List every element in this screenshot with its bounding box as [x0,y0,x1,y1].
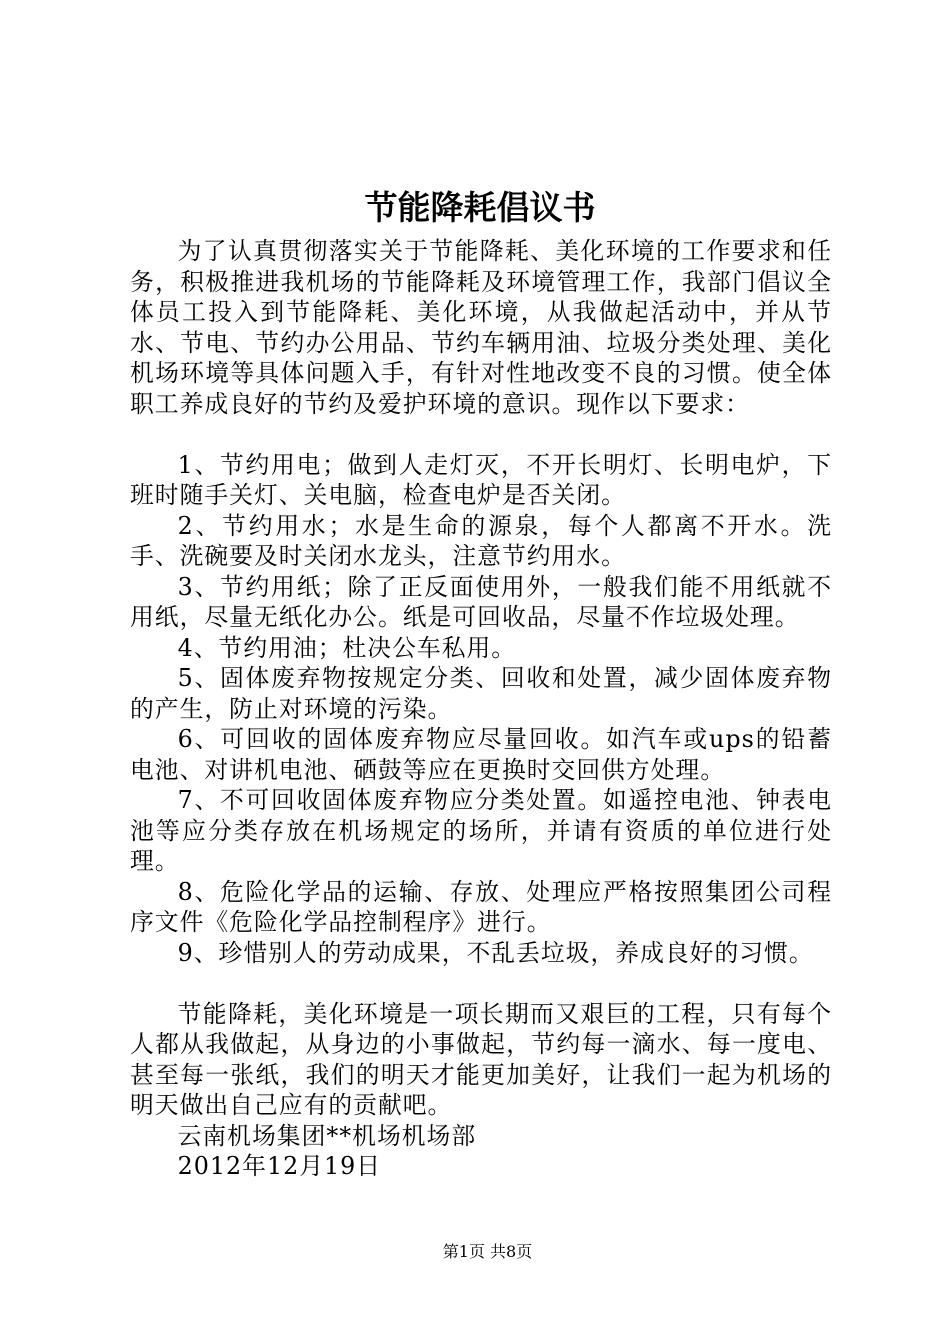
list-item: 6、可回收的固体废弃物应尽量回收。如汽车或ups的铅蓄电池、对讲机电池、硒鼓等应在更换时交回供方处理。 [130,725,832,784]
list-item: 8、危险化学品的运输、存放、处理应严格按照集团公司程序文件《危险化学品控制程序》进行。 [130,877,832,936]
list-item: 7、不可回收固体废弃物应分类处置。如遥控电池、钟表电池等应分类存放在机场规定的场所，并请有资质的单位进行处理。 [130,786,832,875]
paragraph-spacer [130,419,832,450]
closing-paragraph: 节能降耗，美化环境是一项长期而又艰巨的工程，只有每个人都从我做起，从身边的小事做起，节约每一滴水、每一度电、甚至每一张纸，我们的明天才能更加美好，让我们一起为机场的明天做出自己应有的贡献吧。 [130,999,832,1119]
document-title: 节能降耗倡议书 [364,188,596,227]
list-item: 9、珍惜别人的劳动成果，不乱丢垃圾，养成良好的习惯。 [177,938,814,967]
paragraph-spacer [130,968,832,999]
signature-line: 云南机场集团**机场机场部 [177,1121,477,1150]
list-item: 1、节约用电；做到人走灯灭，不开长明灯、长明电炉，下班时随手关灯、关电脑，检查电炉是否关闭。 [130,450,832,509]
list-item: 5、固体废弃物按规定分类、回收和处置，减少固体废弃物的产生，防止对环境的污染。 [130,664,832,723]
list-item: 2、节约用水；水是生命的源泉，每个人都离不开水。洗手、洗碗要及时关闭水龙头，注意节约用水。 [130,511,832,570]
intro-paragraph: 为了认真贯彻落实关于节能降耗、美化环境的工作要求和任务，积极推进我机场的节能降耗及环境管理工作，我部门倡议全体员工投入到节能降耗、美化环境，从我做起活动中，并从节水、节电、节约办公用品、节约车辆用油、垃圾分类处理、美化机场环境等具体问题入手，有针对性地改变不良的习惯。使全体职工养成良好的节约及爱护环境的意识。现作以下要求： [130,237,832,418]
list-item: 3、节约用纸；除了正反面使用外，一般我们能不用纸就不用纸，尽量无纸化办公。纸是可回收品，尽量不作垃圾处理。 [130,572,832,631]
document-body [130,236,832,1182]
date-line: 2012年12月19日 [177,1152,382,1180]
list-item: 4、节约用油；杜决公车私用。 [177,633,517,662]
page-footer: 第1页 共8页 [442,1242,533,1261]
